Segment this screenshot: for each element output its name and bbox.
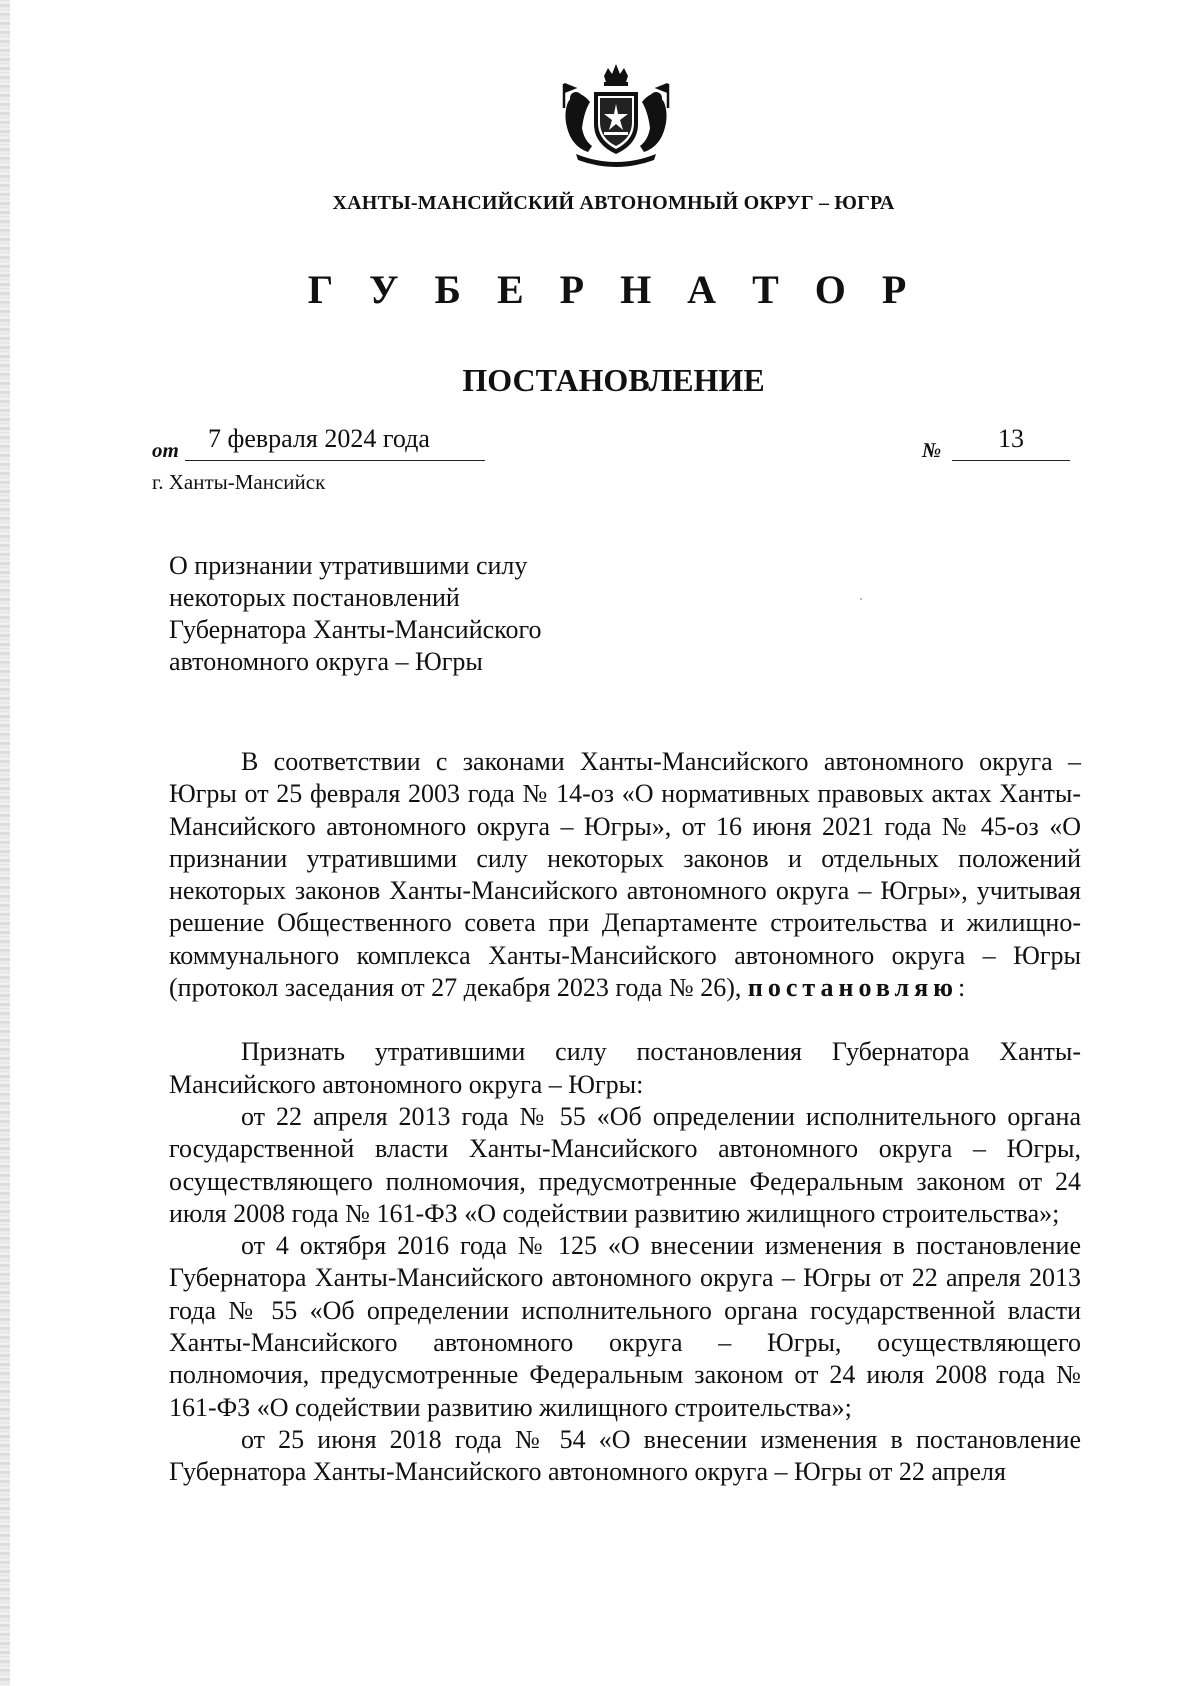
document-date: 7 февраля 2024 года (208, 424, 430, 453)
subject-line: Губернатора Ханты-Мансийского (169, 615, 542, 644)
date-underline (185, 460, 485, 461)
subject-line: автономного округа – Югры (169, 647, 483, 676)
date-prefix: от (152, 438, 179, 462)
document-type-title: ПОСТАНОВЛЕНИЕ (462, 362, 765, 398)
number-underline (952, 460, 1070, 461)
governor-title: Г У Б Е Р Н А Т О Р (307, 267, 920, 312)
document-subject (169, 550, 542, 678)
revoked-item: от 22 апреля 2013 года № 55 «Об определении исполнительного органа государственной власти Ханты-Мансийского автономного округа – Югры, осуществляющего полномочия, предусмотренные Федеральным законом от 24 июля 2008 года № 161-ФЗ «О содействии развитию жилищного строительства»; (169, 1101, 1081, 1228)
subject-line: О признании утратившими силу (169, 551, 528, 580)
intro-paragraph: Признать утратившими силу постановления Губернатора Ханты-Мансийского автономного округа – Югры: (169, 1037, 1081, 1099)
revoked-item: от 4 октября 2016 года № 125 «О внесении изменения в постановление Губернатора Ханты-Мансийского автономного округа – Югры от 22 апреля 2013 года № 55 «Об определении исполнительного органа государственной власти Ханты-Мансийского автономного округа – Югры, осуществляющего полномочия, предусмотренные Федеральным законом от 24 июля 2008 года № 161-ФЗ «О содействии развитию жилищного строительства»; (169, 1231, 1081, 1422)
coat-of-arms-emblem (558, 62, 674, 174)
scan-speck (860, 598, 862, 600)
number-prefix: № (922, 438, 942, 462)
date-number-row (152, 424, 1070, 464)
subject-line: некоторых постановлений (169, 583, 460, 612)
document-body (169, 746, 1081, 1489)
decree-colon: : (958, 973, 966, 1003)
scan-edge (0, 0, 10, 1686)
preamble-text: В соответствии с законами Ханты-Мансийского автономного округа – Югры от 25 февраля 2003 года № 14-оз «О нормативных правовых актах Ханты-Мансийского автономного округа – Югры», от 16 июня 2021 года № 45-оз «О признании утратившими силу некоторых законов и отдельных положений некоторых законов Ханты-Мансийского автономного округа – Югры», учитывая решение Общественного совета при Департаменте строительства и жилищно-коммунального комплекса Ханты-Мансийского автономного округа – Югры (протокол заседания от 27 декабря 2023 года № 26), (169, 747, 1081, 1003)
document-city: г. Ханты-Мансийск (152, 470, 326, 494)
region-title: ХАНТЫ-МАНСИЙСКИЙ АВТОНОМНЫЙ ОКРУГ – ЮГРА (332, 192, 895, 214)
preamble-paragraph (169, 746, 1081, 1004)
document-number: 13 (998, 424, 1024, 453)
decree-word: постановляю (747, 973, 959, 1003)
revoked-item: от 25 июня 2018 года № 54 «О внесении изменения в постановление Губернатора Ханты-Мансийского автономного округа – Югры от 22 апреля (169, 1424, 1081, 1487)
